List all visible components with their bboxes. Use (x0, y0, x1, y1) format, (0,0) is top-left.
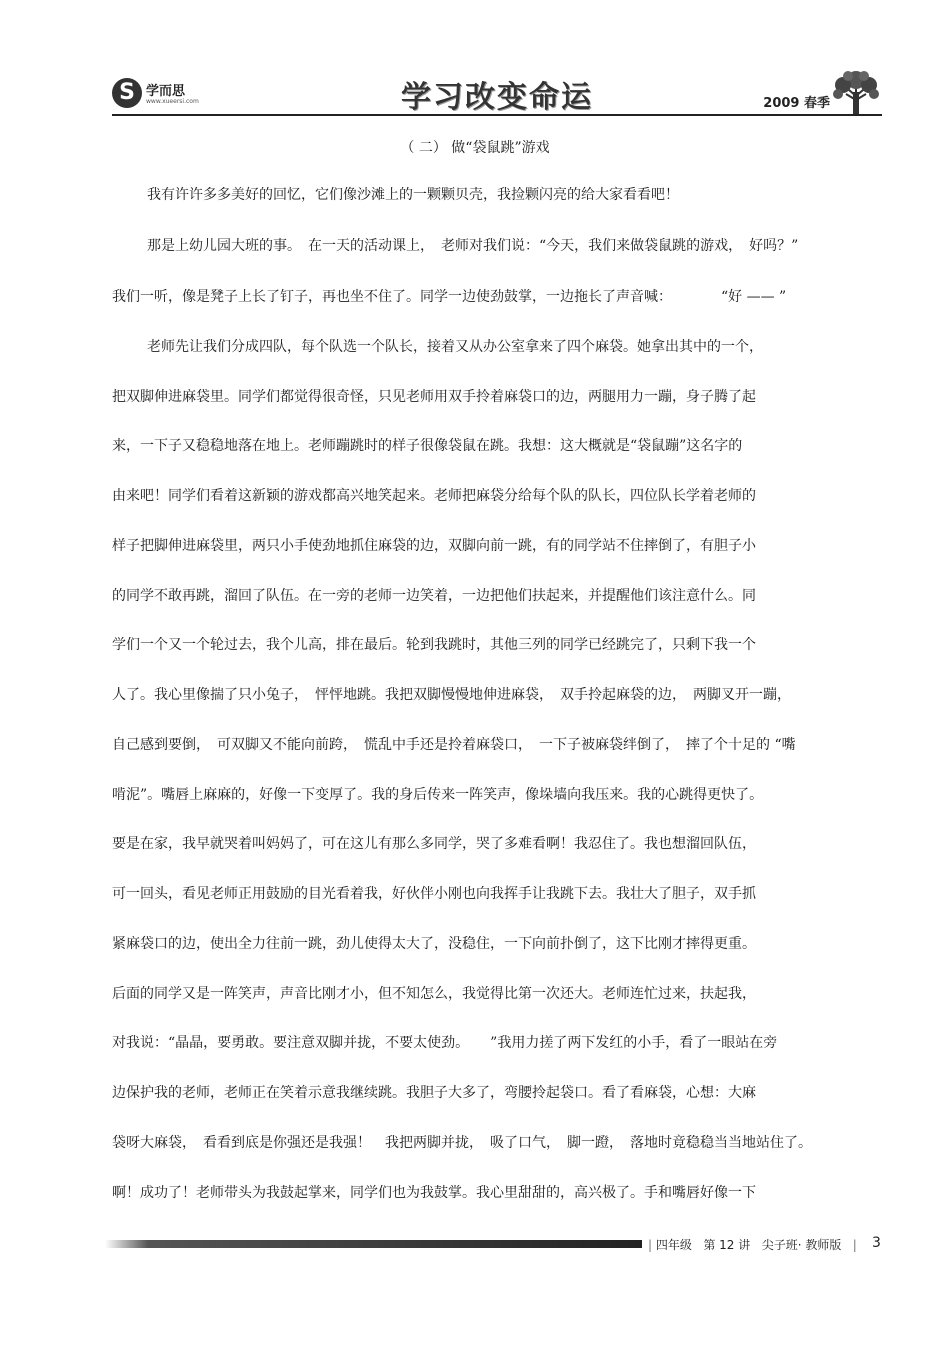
footer-bar (105, 1240, 642, 1248)
text-line: 样子把脚伸进麻袋里，两只小手使劲地抓住麻袋的边，双脚向前一跳，有的同学站不住摔倒了，有胆子小 (112, 538, 756, 554)
text-line: 我有许许多多美好的回忆，它们像沙滩上的一颗颗贝壳，我捡颗闪亮的给大家看看吧！ (147, 187, 679, 203)
text-line: 边保护我的老师，老师正在笑着示意我继续跳。我胆子大多了，弯腰拎起袋口。看了看麻袋，心想：大麻 (112, 1085, 756, 1101)
text-line: 可一回头，看见老师正用鼓励的目光看着我，好伙伴小刚也向我挥手让我跳下去。我壮大了胆子，双手抓 (112, 886, 756, 902)
text-line: 人了。我心里像揣了只小兔子， 怦怦地跳。我把双脚慢慢地伸进麻袋， 双手拎起麻袋的边， 两脚叉开一蹦， (112, 687, 791, 703)
footer-info (648, 1236, 857, 1253)
text-line: 把双脚伸进麻袋里。同学们都觉得很奇怪，只见老师用双手拎着麻袋口的边，两腿用力一蹦，身子腾了起 (112, 389, 756, 405)
footer-edition: 尖子班· 教师版 (761, 1238, 842, 1252)
section-title: （ 二） 做“袋鼠跳”游戏 (400, 140, 550, 156)
text-line: 学们一个又一个轮过去，我个儿高，排在最后。轮到我跳时，其他三列的同学已经跳完了，只剩下我一个 (112, 637, 756, 653)
text-line: 袋呀大麻袋， 看看到底是你强还是我强！ 我把两脚并拢， 吸了口气， 脚一蹬， 落地时竟稳稳当当地站住了。 (112, 1135, 812, 1151)
text-line: 后面的同学又是一阵笑声，声音比刚才小，但不知怎么，我觉得比第一次还大。老师连忙过来，扶起我， (112, 986, 756, 1002)
header-season: 2009 春季 (763, 96, 830, 111)
tree-icon (830, 70, 882, 114)
text-line: 老师先让我们分成四队，每个队选一个队长，接着又从办公室拿来了四个麻袋。她拿出其中的一个， (147, 339, 763, 355)
text-line: 的同学不敢再跳，溜回了队伍。在一旁的老师一边笑着，一边把他们扶起来，并提醒他们该注意什么。同 (112, 588, 756, 604)
text-line: 我们一听，像是凳子上长了钉子，再也坐不住了。同学一边使劲鼓掌，一边拖长了声音喊： “好 —— ” (112, 289, 787, 305)
logo-url: www.xueersi.com (146, 98, 199, 105)
footer-grade: 四年级 (655, 1238, 692, 1252)
text-line: 紧麻袋口的边，使出全力往前一跳，劲儿使得太大了，没稳住，一下向前扑倒了，这下比刚才摔得更重。 (112, 936, 756, 952)
logo-mark-icon: S (112, 78, 142, 108)
page-header (112, 70, 882, 116)
text-line: 要是在家，我早就哭着叫妈妈了，可在这儿有那么多同学，哭了多难看啊！我忍住了。我也想溜回队伍， (112, 836, 756, 852)
text-line: 啊！成功了！老师带头为我鼓起掌来，同学们也为我鼓掌。我心里甜甜的，高兴极了。手和嘴唇好像一下 (112, 1185, 756, 1201)
text-line: 自己感到要倒， 可双脚又不能向前跨， 慌乱中手还是拎着麻袋口， 一下子被麻袋绊倒了， 摔了个十足的 “嘴 (112, 737, 796, 753)
logo-name: 学而思 (146, 84, 186, 99)
text-line: 由来吧！同学们看着这新颖的游戏都高兴地笑起来。老师把麻袋分给每个队的队长，四位队长学着老师的 (112, 488, 756, 504)
page-number: 3 (872, 1235, 881, 1251)
text-line: 啃泥”。嘴唇上麻麻的，好像一下变厚了。我的身后传来一阵笑声，像垛墙向我压来。我的心跳得更快了。 (112, 787, 764, 803)
text-line: 对我说：“晶晶，要勇敢。要注意双脚并拢，不要太使劲。 ”我用力搓了两下发红的小手，看了一眼站在旁 (112, 1035, 778, 1051)
header-slogan: 学习改变命运 (401, 80, 593, 115)
footer-divider: | (852, 1238, 857, 1252)
footer-lecture: 第 12 讲 (703, 1238, 751, 1252)
text-line: 来，一下子又稳稳地落在地上。老师蹦跳时的样子很像袋鼠在跳。我想：这大概就是“袋鼠蹦”这名字的 (112, 438, 743, 454)
footer-divider: | (648, 1238, 653, 1252)
text-line: 那是上幼儿园大班的事。 在一天的活动课上， 老师对我们说：“今天，我们来做袋鼠跳的游戏， 好吗？” (147, 238, 799, 254)
